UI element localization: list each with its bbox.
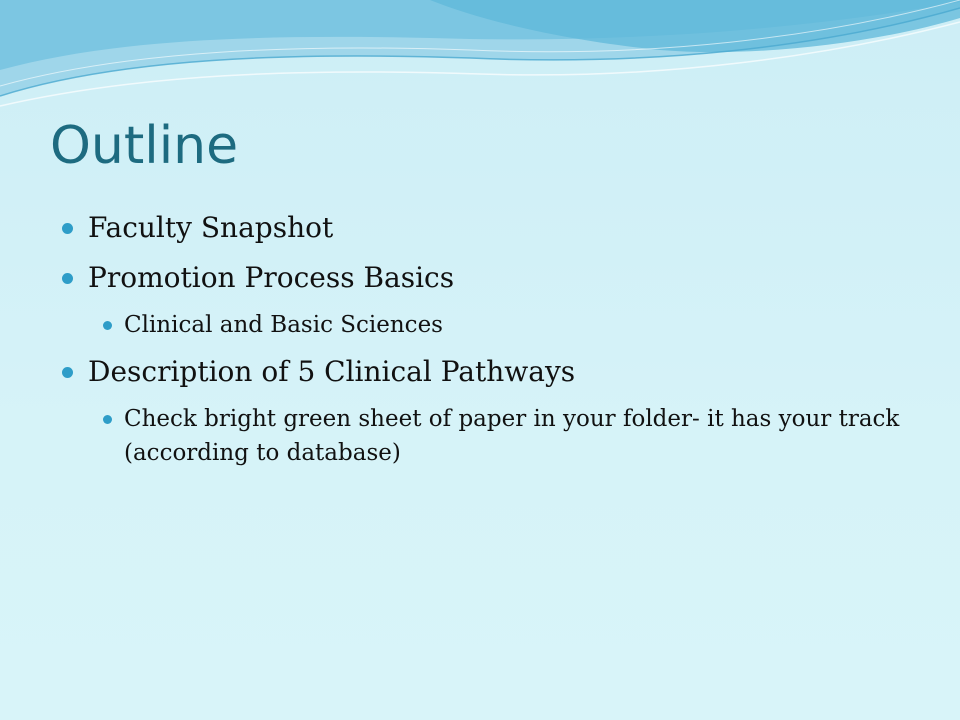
header-wave-decoration: [0, 0, 960, 120]
sub-bullet-text: Clinical and Basic Sciences: [124, 312, 443, 338]
sub-bullet-dot-icon: [103, 415, 112, 424]
bullet-list: [60, 208, 900, 480]
sub-bullet-text: Check bright green sheet of paper in your folder- it has your track (according to database): [124, 406, 900, 466]
bullet-item-clinical-pathways: [60, 352, 900, 392]
bullet-dot-icon: [62, 367, 73, 378]
slide-title: Outline: [50, 116, 239, 176]
bullet-text: Description of 5 Clinical Pathways: [88, 355, 576, 388]
bullet-dot-icon: [62, 273, 73, 284]
bullet-item-faculty-snapshot: [60, 208, 900, 248]
bullet-text: Promotion Process Basics: [88, 261, 455, 294]
bullet-text: Faculty Snapshot: [88, 211, 334, 244]
bullet-item-promotion-process-basics: [60, 258, 900, 298]
sub-bullet-item-green-sheet: [60, 402, 900, 470]
bullet-dot-icon: [62, 223, 73, 234]
sub-bullet-item-clinical-basic-sciences: [60, 308, 900, 342]
sub-bullet-dot-icon: [103, 321, 112, 330]
